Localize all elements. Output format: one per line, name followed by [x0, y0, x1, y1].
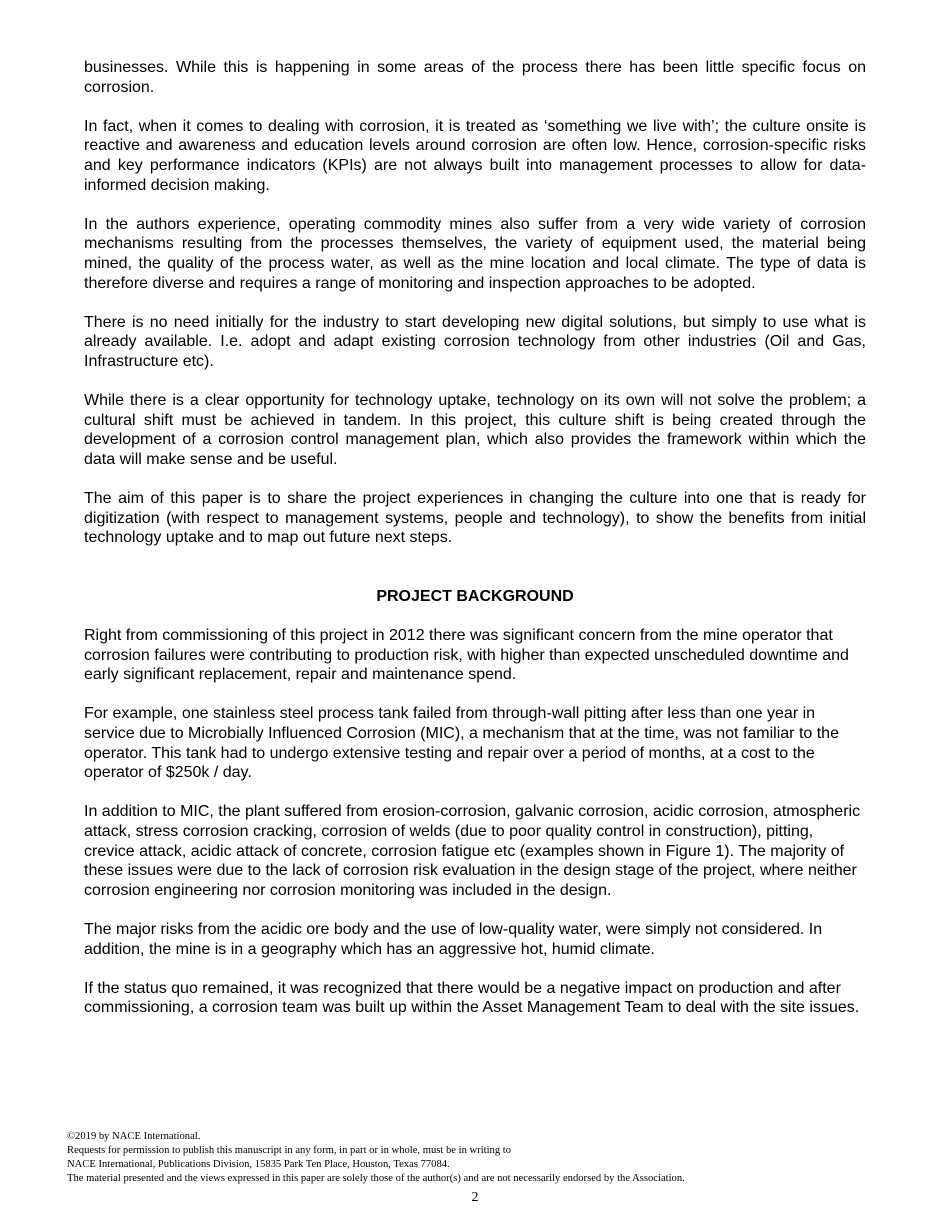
paragraph-cultural-shift: While there is a clear opportunity for technology uptake, technology on its own will not solve the problem; a cultural shift must be achieved in tandem. In this project, this culture shift is being created through the development of a corrosion control management plan, which also provides the framework within which the data will make sense and be useful. [84, 392, 866, 468]
paragraph-paper-aim: The aim of this paper is to share the project experiences in changing the culture into one that is ready for digitization (with respect to management systems, people and technology), to show the benefits from initial technology uptake and to map out future next steps. [84, 490, 866, 547]
paragraph-commissioning-concern: Right from commissioning of this project in 2012 there was significant concern from the mine operator that corrosion failures were contributing to production risk, with higher than expected unscheduled downtime and early significant replacement, repair and maintenance spend. [84, 627, 849, 684]
paragraph-corrosion-culture: In fact, when it comes to dealing with corrosion, it is treated as ‘something we live with’; the culture onsite is reactive and awareness and education levels around corrosion are often low. Hence, corrosion-specific risks and key performance indicators (KPIs) are not always built into management processes to allow for data-informed decision making. [84, 117, 866, 194]
paragraph-existing-solutions: There is no need initially for the industry to start developing new digital solutions, but simply to use what is already available. I.e. adopt and adapt existing corrosion technology from other industries (Oil and Gas, Infrastructure etc). [84, 313, 866, 370]
footer-permission-line: Requests for permission to publish this manuscript in any form, in part or in whole, must be in writing to [67, 1145, 512, 1156]
paragraph-corrosion-mechanisms: In the authors experience, operating commodity mines also suffer from a very wide variety of corrosion mechanisms resulting from the processes themselves, the variety of equipment used, the material being mined, the quality of the process water, as well as the mine location and local climate. The type of data is therefore diverse and requires a range of monitoring and inspection approaches to be adopted. [84, 215, 866, 292]
footer-disclaimer-line: The material presented and the views expressed in this paper are solely those of the author(s) and are not necessarily endorsed by the Association. [67, 1173, 685, 1184]
paragraph-major-risks: The major risks from the acidic ore body and the use of low-quality water, were simply not considered. In addition, the mine is in a geography which has an aggressive hot, humid climate. [84, 920, 823, 958]
footer-address-line: NACE International, Publications Division, 15835 Park Ten Place, Houston, Texas 77084. [67, 1159, 450, 1170]
page-number: 2 [471, 1190, 479, 1205]
section-heading: PROJECT BACKGROUND [376, 587, 574, 605]
copyright-footer [67, 1130, 887, 1186]
footer-copyright: ©2019 by NACE International. [67, 1131, 201, 1142]
paragraph-intro-continuation: businesses. While this is happening in some areas of the process there has been little specific focus on corrosion. [84, 59, 866, 96]
paragraph-status-quo: If the status quo remained, it was recognized that there would be a negative impact on production and after commissioning, a corrosion team was built up within the Asset Management Team to deal with the site issues. [84, 979, 860, 1017]
body-text [84, 58, 866, 1038]
paragraph-corrosion-issues: In addition to MIC, the plant suffered from erosion-corrosion, galvanic corrosion, acidic corrosion, atmospheric attack, stress corrosion cracking, corrosion of welds (due to poor quality control in construction), pitting, crevice attack, acidic attack of concrete, corrosion fatigue etc (examples shown in Figure 1). The majority of these issues were due to the lack of corrosion risk evaluation in the design stage of the project, where neither corrosion engineering nor corrosion monitoring was included in the design. [84, 803, 861, 899]
paragraph-tank-failure-example: For example, one stainless steel process tank failed from through-wall pitting after less than one year in service due to Microbially Influenced Corrosion (MIC), a mechanism that at the time, was not familiar to the operator. This tank had to undergo extensive testing and repair over a period of months, at a cost to the operator of $250k / day. [84, 705, 839, 782]
